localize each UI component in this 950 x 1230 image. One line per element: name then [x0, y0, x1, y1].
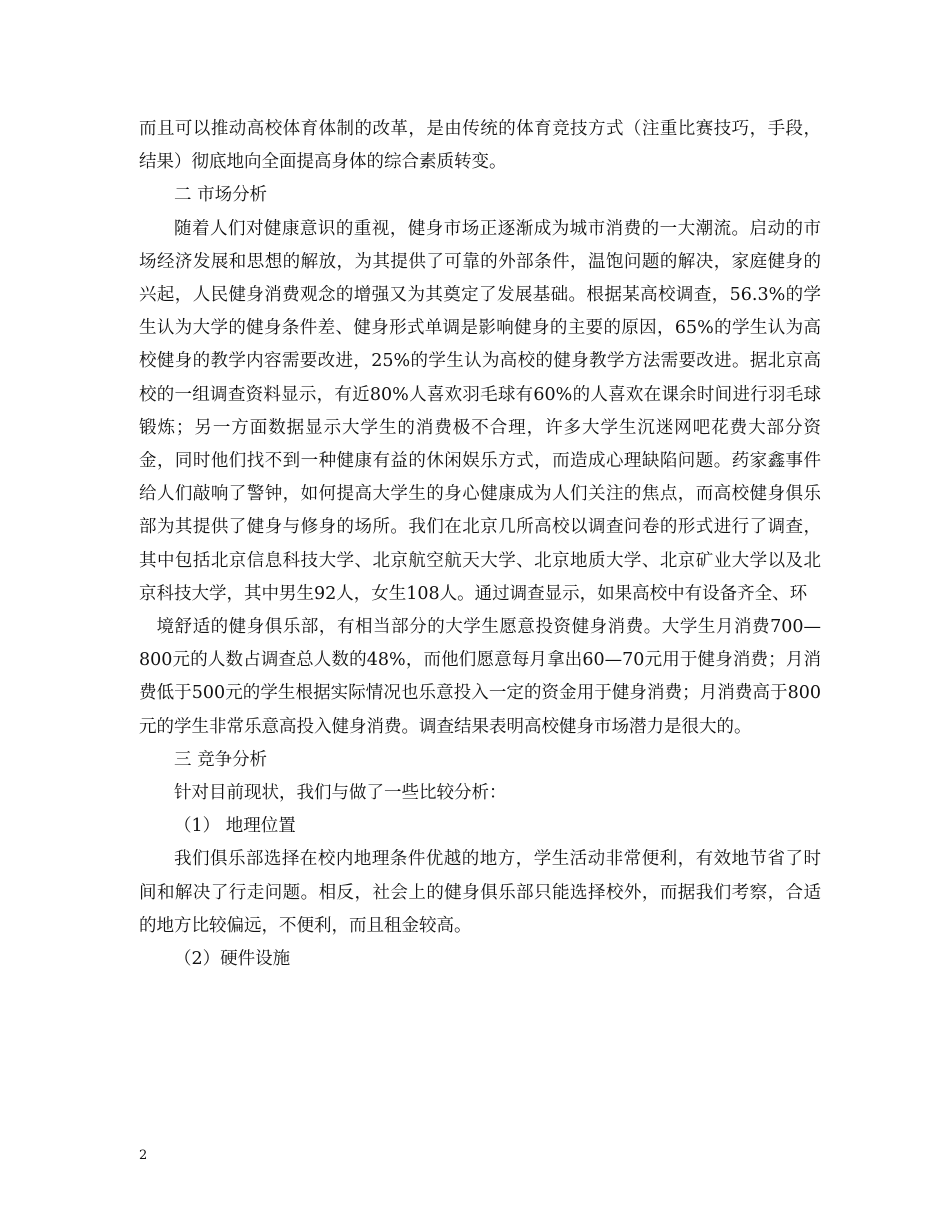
- paragraph-market-survey-results: 境舒适的健身俱乐部，有相当部分的大学生愿意投资健身消费。大学生月消费700—800元的人数占调查总人数的48%，而他们愿意每月拿出60—70元用于健身消费；月消费低于500元的学生根据实际情况也乐意投入一定的资金用于健身消费；月消费高于800元的学生非常乐意高投入健身消费。调查结果表明高校健身市场潜力是很大的。: [139, 617, 821, 737]
- subheading-hardware-facilities: （2）硬件设施: [174, 949, 291, 970]
- page-number: 2: [139, 1148, 148, 1163]
- section-heading-market-analysis: 二 市场分析: [174, 185, 268, 206]
- section-heading-competition-analysis: 三 竞争分析: [174, 749, 268, 770]
- paragraph-location: 我们俱乐部选择在校内地理条件优越的地方，学生活动非常便利，有效地节省了时间和解决了行走问题。相反，社会上的健身俱乐部只能选择校外，而据我们考察，合适的地方比较偏远，不便利，而且租金较高。: [139, 849, 821, 936]
- paragraph-market-analysis: 随着人们对健康意识的重视，健身市场正逐渐成为城市消费的一大潮流。启动的市场经济发展和思想的解放，为其提供了可靠的外部条件，温饱问题的解决，家庭健身的兴起，人民健身消费观念的增强又为其奠定了发展基础。根据某高校调查，56.3%的学生认为大学的健身条件差、健身形式单调是影响健身的主要的原因，65%的学生认为高校健身的教学内容需要改进，25%的学生认为高校的健身教学方法需要改进。据北京高校的一组调查资料显示，有近80%人喜欢羽毛球有60%的人喜欢在课余时间进行羽毛球锻炼；另一方面数据显示大学生的消费极不合理，许多大学生沉迷网吧花费大部分资金，同时他们找不到一种健康有益的休闲娱乐方式，而造成心理缺陷问题。药家鑫事件给人们敲响了警钟，如何提高大学生的身心健康成为人们关注的焦点，而高校健身俱乐部为其提供了健身与修身的场所。我们在北京几所高校以调查问卷的形式进行了调查，其中包括北京信息科技大学、北京航空航天大学、北京地质大学、北京矿业大学以及北京科技大学，其中男生92人，女生108人。通过调查显示，如果高校中有设备齐全、环: [139, 218, 821, 604]
- body-text: [139, 113, 821, 976]
- paragraph-intro-continuation: 而且可以推动高校体育体制的改革，是由传统的体育竞技方式（注重比赛技巧，手段，结果）彻底地向全面提高身体的综合素质转变。: [139, 119, 821, 173]
- paragraph-competition-intro: 针对目前现状，我们与做了一些比较分析：: [174, 783, 507, 804]
- subheading-location: （1） 地理位置: [174, 816, 296, 837]
